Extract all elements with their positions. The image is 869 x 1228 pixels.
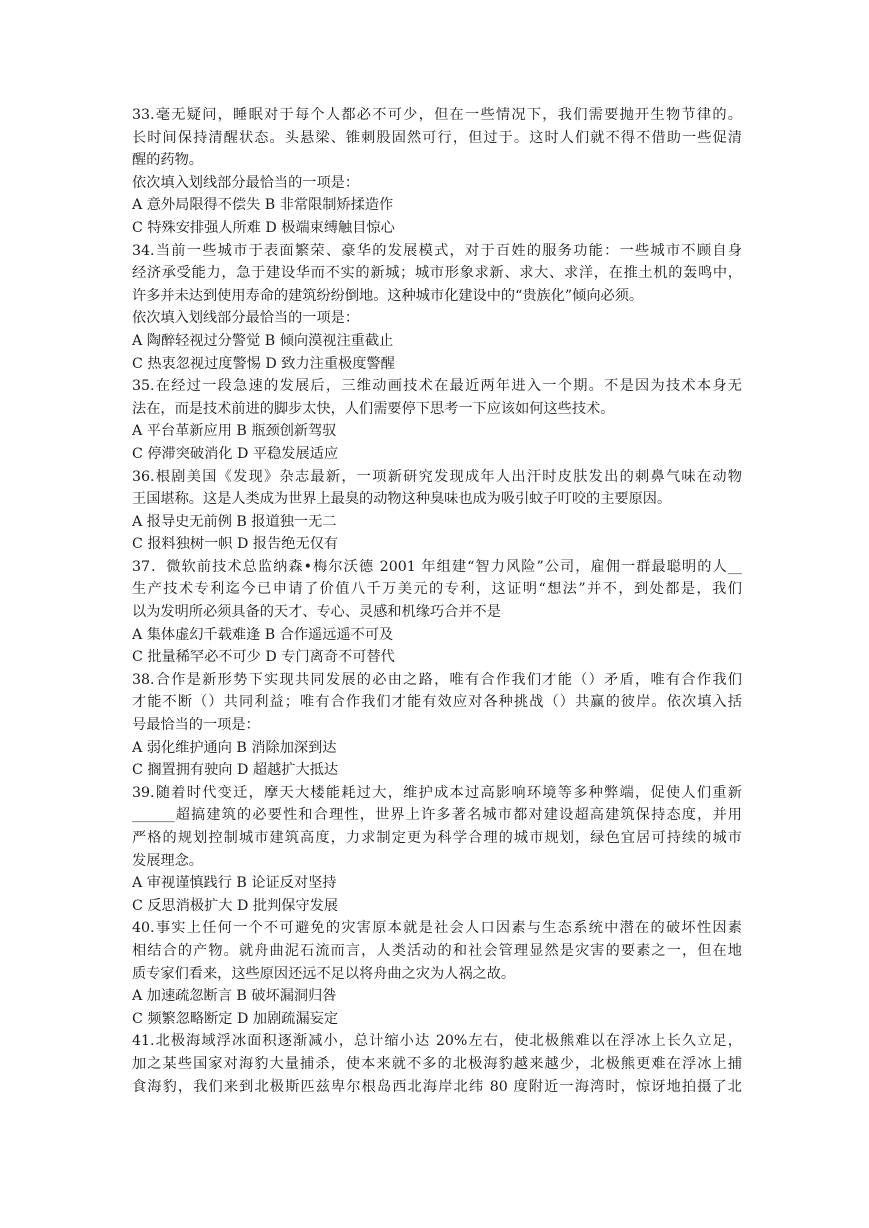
text-line: 37．微软前技术总监纳森•梅尔沃德 2001 年组建“智力风险”公司，雇佣一群最聪明的人__ [132, 558, 742, 575]
text-line: 经济承受能力，急于建设华而不实的新城；城市形象求新、求大、求洋，在推土机的轰鸣中， [132, 265, 742, 282]
text-line: C 频繁忽略断定 D 加剧疏漏妄定 [132, 1010, 339, 1027]
text-line: A 加速疏忽断言 B 破坏漏洞归咎 [132, 988, 337, 1005]
text-line: 生产技术专利迄今已申请了价值八千万美元的专利，这证明“想法”并不，到处都是，我们 [132, 581, 742, 598]
text-line: 发展理念。 [132, 852, 203, 869]
text-line: 食海豹，我们来到北极斯匹兹卑尔根岛西北海岸北纬 80 度附近一海湾时，惊讶地拍摄了北 [132, 1078, 742, 1095]
text-line: 加之某些国家对海豹大量捕杀，使本来就不多的北极海豹越来越少，北极熊更难在浮冰上捕 [132, 1055, 742, 1072]
text-line: 许多并未达到使用寿命的建筑纷纷倒地。这种城市化建设中的“贵族化”倾向必须。 [132, 287, 644, 304]
text-line: 依次填入划线部分最恰当的一项是： [132, 310, 360, 327]
text-line: 才能不断（）共同利益；唯有合作我们才能有效应对各种挑战（）共赢的彼岸。依次填入括 [132, 694, 742, 711]
text-line: ______超搞建筑的必要性和合理性，世界上许多著名城市都对建设超高建筑保持态度，并用 [132, 807, 742, 824]
document-page [132, 104, 742, 1098]
text-line: 35.在经过一段急速的发展后，三维动画技术在最近两年进入一个期。不是因为技术本身无 [132, 378, 742, 395]
text-line: A 意外局限得不偿失 B 非常限制矫揉造作 [132, 197, 394, 214]
text-line: C 批量稀罕必不可少 D 专门离奇不可替代 [132, 649, 395, 666]
text-line: C 搁置拥有驶向 D 超越扩大抵达 [132, 762, 339, 779]
text-line: 王国堪称。这是人类成为世界上最臭的动物这种臭味也成为吸引蚊子叮咬的主要原因。 [132, 491, 672, 508]
text-line: 依次填入划线部分最恰当的一项是： [132, 174, 360, 191]
text-line: C 报料独树一帜 D 报告绝无仅有 [132, 536, 339, 553]
text-line: 以为发明所必须具备的天才、专心、灵感和机缘巧合并不是 [132, 604, 501, 621]
text-line: C 停滞突破消化 D 平稳发展适应 [132, 445, 339, 462]
text-line: 法在，而是技术前进的脚步太快，人们需要停下思考一下应该如何这些技术。 [132, 400, 615, 417]
text-line: A 集体虚幻千载难逢 B 合作遥远遥不可及 [132, 626, 394, 643]
text-line: 醒的药物。 [132, 152, 203, 169]
text-line: 36.根剧美国《发现》杂志最新，一项新研究发现成年人出汗时皮肤发出的刺鼻气味在动物 [132, 468, 742, 485]
text-line: A 陶醉轻视过分警觉 B 倾向漠视注重截止 [132, 332, 394, 349]
text-line: 41.北极海域浮冰面积逐渐减小，总计缩小达 20%左右，使北极熊难以在浮冰上长久立足， [132, 1033, 742, 1050]
text-line: C 反思消极扩大 D 批判保守发展 [132, 897, 339, 914]
text-line: 相结合的产物。就舟曲泥石流而言，人类活动的和社会管理显然是灾害的要素之一，但在地 [132, 942, 742, 959]
text-line: 号最恰当的一项是： [132, 717, 260, 734]
text-line: 严格的规划控制城市建筑高度，力求制定更为科学合理的城市规划，绿色宜居可持续的城市 [132, 830, 742, 846]
text-line: A 弱化维护通向 B 消除加深到达 [132, 739, 337, 756]
text-line: A 平台革新应用 B 瓶颈创新驾驭 [132, 423, 337, 440]
text-line: C 特殊安排强人所难 D 极端束缚触目惊心 [132, 219, 395, 236]
text-line: 40.事实上任何一个不可避免的灾害原本就是社会人口因素与生态系统中潜在的破坏性因素 [132, 920, 742, 937]
text-line: 34.当前一些城市于表面繁荣、豪华的发展模式，对于百姓的服务功能：一些城市不顾自身 [132, 242, 742, 259]
text-line: 质专家们看来，这些原因还远不足以将舟曲之灾为人祸之故。 [132, 965, 516, 982]
text-line: A 报导史无前例 B 报道独一无二 [132, 513, 337, 530]
text-line: 33.毫无疑问，睡眠对于每个人都必不可少，但在一些情况下，我们需要抛开生物节律的。 [132, 107, 742, 123]
text-line: C 热衷忽视过度警惕 D 致力注重极度警醒 [132, 355, 395, 372]
text-line: 39.随着时代变迁，摩天大楼能耗过大，维护成本过高影响环境等多种弊端，促使人们重新 [132, 784, 742, 801]
text-line: 38.合作是新形势下实现共同发展的必由之路，唯有合作我们才能（）矛盾，唯有合作我们 [132, 671, 742, 688]
text-line: 长时间保持清醒状态。头悬梁、锥刺股固然可行，但过于。这时人们就不得不借助一些促清 [132, 129, 742, 146]
text-line: A 审视谨慎践行 B 论证反对坚持 [132, 875, 337, 892]
